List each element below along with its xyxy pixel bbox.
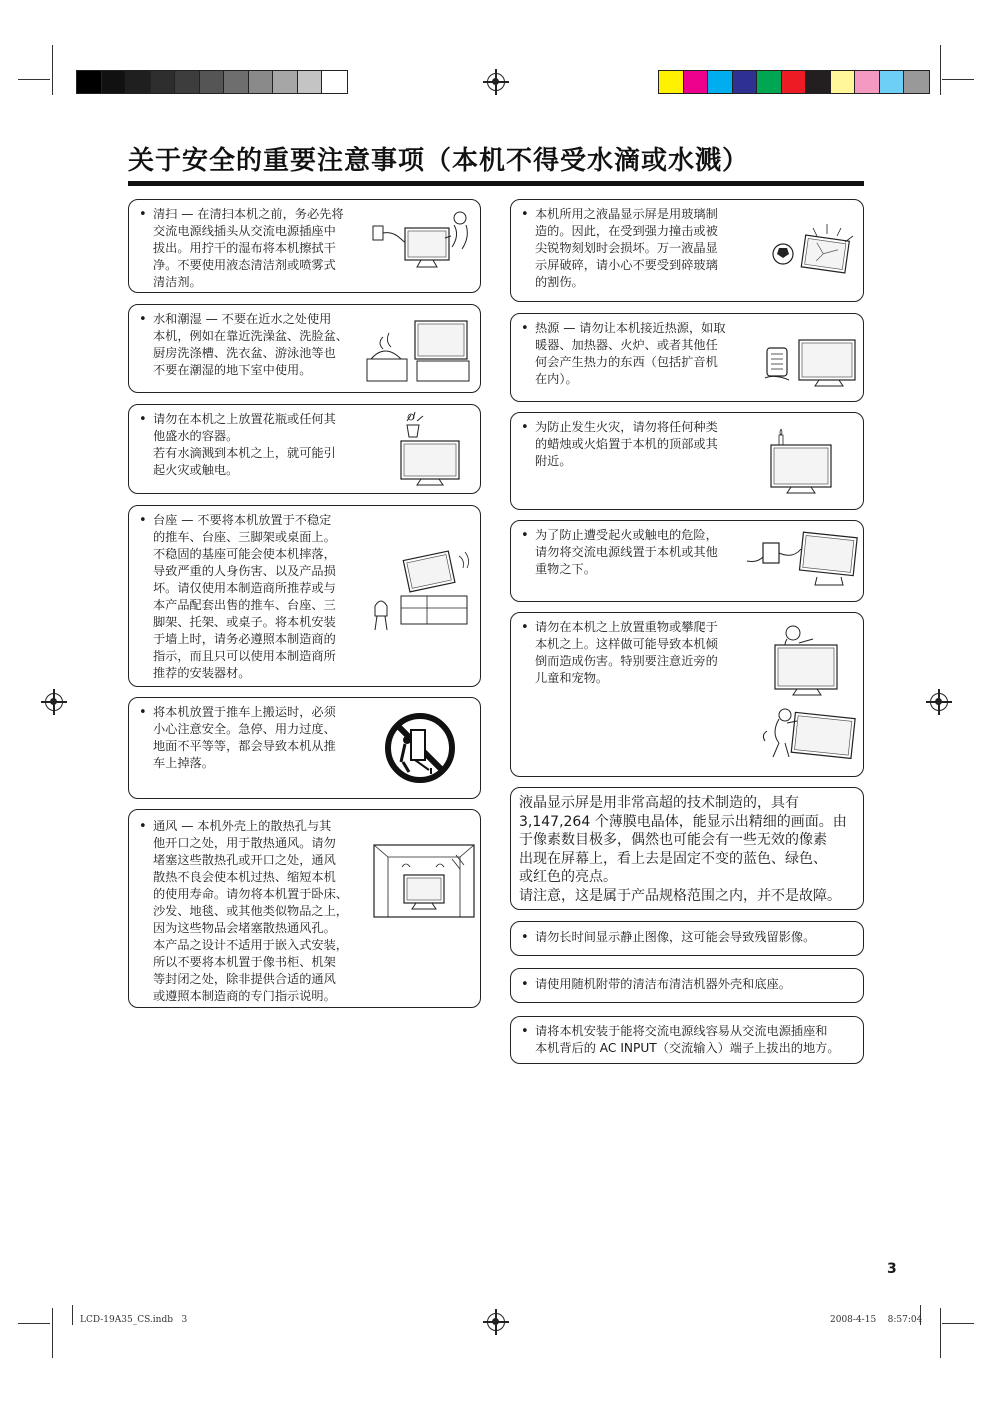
safety-box-climbing — [510, 612, 864, 777]
text-line: 液晶显示屏是用非常高超的技术制造的，具有 — [519, 795, 799, 811]
safety-text-ventilation — [137, 818, 369, 1005]
text-line: • 为了防止遭受起火或触电的危险， — [535, 528, 718, 542]
text-line: 他开口之处，用于散热通风。请勿 — [153, 836, 336, 850]
text-line: • 为防止发生火灾，请勿将任何种类 — [535, 420, 718, 434]
text-line: 请注意，这是属于产品规格范围之内，并不是故障。 — [519, 887, 841, 904]
safety-text-power-cord — [519, 527, 755, 578]
title-underline — [128, 181, 864, 186]
text-line: 重物之下。 — [535, 562, 596, 576]
page-title: 关于安全的重要注意事项（本机不得受水滴或水溅） — [128, 146, 750, 176]
text-line: • 请使用随机附带的清洁布清洁机器外壳和底座。 — [535, 977, 791, 991]
color-swatch — [298, 71, 323, 93]
text-line: 不要在潮湿的地下室中使用。 — [153, 363, 312, 377]
crop-mark — [940, 1308, 941, 1358]
safety-text-candle — [519, 419, 755, 470]
text-line: 3,147,264 个薄膜电晶体，能显示出精细的画面。由 — [519, 813, 847, 830]
color-swatch — [224, 71, 249, 93]
text-line: 的推车、台座、三脚架或桌面上。 — [153, 530, 336, 544]
lcd-pixel-note-text — [519, 794, 861, 906]
text-line: 若有水滴溅到本机之上，就可能引 — [153, 446, 336, 460]
color-swatch — [831, 71, 856, 93]
text-line: 所以不要将本机置于像书柜、机架 — [153, 955, 336, 969]
text-line: 于墙上时，请务必遵照本制造商的 — [153, 632, 336, 646]
text-line: 地面不平等等，都会导致本机从推 — [153, 739, 336, 753]
text-line: 车上掉落。 — [153, 756, 214, 770]
child-and-pet-climbing-tv-illustration — [759, 619, 859, 771]
color-swatch — [806, 71, 831, 93]
text-line: 导致严重的人身伤害、以及产品损 — [153, 564, 336, 578]
cart-warning-icon — [385, 710, 455, 786]
color-swatch — [659, 71, 684, 93]
safety-text-vase — [137, 411, 367, 479]
text-line: 脚架、托架、或桌子。将本机安装 — [153, 615, 336, 629]
safety-box-candle — [510, 412, 864, 510]
crop-mark — [72, 1305, 73, 1325]
text-line: 因为这些物品会堵塞散热通风孔。 — [153, 921, 336, 935]
safety-box-cart — [128, 697, 481, 799]
power-cord-under-tv-illustration — [743, 527, 861, 593]
color-swatch — [126, 71, 151, 93]
text-line: 沙发、地毯、或其他类似物品之上， — [153, 904, 348, 918]
lcd-pixel-note-box — [510, 787, 864, 910]
text-line: 本产品配套出售的推车、台座、三 — [153, 598, 336, 612]
crop-mark — [18, 79, 50, 80]
text-line: 尖锐物刻划时会损坏。万一液晶显 — [535, 241, 718, 255]
text-line: 出现在屏幕上，看上去是固定不变的蓝色、绿色、 — [519, 850, 827, 867]
text-line: 请勿将交流电源线置于本机或其他 — [535, 545, 718, 559]
tip-text-still-image — [519, 929, 857, 946]
text-line: 本机背后的 AC INPUT（交流输入）端子上拔出的地方。 — [535, 1041, 840, 1055]
text-line: 拔出。用拧干的湿布将本机擦拭干 — [153, 241, 336, 255]
text-line: • 请勿在本机之上放置花瓶或任何其 — [153, 412, 336, 426]
text-line: 在内）。 — [535, 372, 578, 386]
safety-text-cleaning — [137, 206, 365, 291]
crop-mark — [942, 79, 974, 80]
registration-mark-icon — [487, 73, 505, 91]
tip-text-ac-input — [519, 1023, 863, 1057]
safety-box-power-cord — [510, 520, 864, 602]
text-line: 本产品之设计不适用于嵌入式安装， — [153, 938, 348, 952]
color-swatch — [782, 71, 807, 93]
text-line: 净。不要使用液态清洁剂或喷雾式 — [153, 258, 336, 272]
candle-on-tv-illustration — [765, 425, 845, 501]
grayscale-color-bar — [76, 70, 348, 94]
safety-text-climbing — [519, 619, 755, 687]
color-swatch — [151, 71, 176, 93]
text-line: 本机之上。这样做可能导致本机倾 — [535, 637, 718, 651]
safety-box-cleaning — [128, 199, 481, 293]
process-color-bar — [658, 70, 930, 94]
text-line: • 通风 — 本机外壳上的散热孔与其 — [153, 819, 332, 833]
text-line: • 请将本机安装于能将交流电源线容易从交流电源插座和 — [535, 1024, 828, 1038]
safety-text-glass — [519, 206, 755, 291]
text-line: 他盛水的容器。 — [153, 429, 239, 443]
text-line: • 热源 — 请勿让本机接近热源，如取 — [535, 321, 726, 335]
text-line: • 将本机放置于推车上搬运时，必须 — [153, 705, 336, 719]
text-line: 散热不良会使本机过热、缩短本机 — [153, 870, 336, 884]
text-line: 附近。 — [535, 454, 572, 468]
crop-mark — [942, 1323, 974, 1324]
text-line: 造的。因此，在受到强力撞击或被 — [535, 224, 718, 238]
tv-falling-stand-illustration — [367, 546, 475, 636]
color-swatch — [708, 71, 733, 93]
text-line: 等封闭之处，除非提供合适的通风 — [153, 972, 336, 986]
text-line: • 台座 — 不要将本机放置于不稳定 — [153, 513, 332, 527]
crop-mark — [52, 1308, 53, 1358]
safety-box-heat — [510, 313, 864, 402]
tip-box-ac-input — [510, 1016, 864, 1064]
text-line: 不稳固的基座可能会使本机摔落， — [153, 547, 336, 561]
tip-text-cleaning-cloth — [519, 976, 857, 993]
tv-with-vase-illustration — [387, 411, 477, 491]
color-swatch — [102, 71, 127, 93]
footer-datetime: 2008-4-15 8:57:04 — [830, 1315, 923, 1325]
ball-hitting-tv-illustration — [765, 222, 859, 292]
text-line: 清洁剂。 — [153, 275, 202, 289]
tv-enclosed-cabinet-illustration — [372, 843, 476, 923]
text-line: 于像素数目极多，偶然也可能会有一些无效的像素 — [519, 832, 827, 849]
safety-text-heat — [519, 320, 755, 388]
color-swatch — [322, 71, 347, 93]
safety-box-stand — [128, 505, 481, 687]
text-line: 儿童和宠物。 — [535, 671, 609, 685]
color-swatch — [904, 71, 929, 93]
text-line: 小心注意安全。急停、用力过度、 — [153, 722, 336, 736]
tip-box-cleaning-cloth — [510, 968, 864, 1003]
safety-box-water — [128, 304, 481, 393]
text-line: • 请勿长时间显示静止图像，这可能会导致残留影像。 — [535, 930, 816, 944]
text-line: 何会产生热力的东西（包括扩音机 — [535, 355, 718, 369]
color-swatch — [175, 71, 200, 93]
color-swatch — [249, 71, 274, 93]
safety-box-ventilation — [128, 809, 481, 1008]
text-line: 坏。请仅使用本制造商所推荐或与 — [153, 581, 336, 595]
tv-near-heater-illustration — [761, 328, 861, 396]
footer-file-info: LCD-19A35_CS.indb 3 — [80, 1315, 188, 1325]
text-line: 起火灾或触电。 — [153, 463, 239, 477]
color-swatch — [684, 71, 709, 93]
safety-box-vase — [128, 404, 481, 494]
text-line: • 清扫 — 在清扫本机之前，务必先将 — [153, 207, 344, 221]
text-line: 或红色的亮点。 — [519, 869, 617, 886]
registration-mark-icon — [487, 1313, 505, 1331]
tv-cleaning-illustration — [365, 208, 475, 283]
text-line: 的割伤。 — [535, 275, 584, 289]
text-line: 的使用寿命。请勿将本机置于卧床、 — [153, 887, 348, 901]
text-line: • 本机所用之液晶显示屏是用玻璃制 — [535, 207, 718, 221]
text-line: 示屏破碎，请小心不要受到碎玻璃 — [535, 258, 718, 272]
text-line: • 水和潮湿 — 不要在近水之处使用 — [153, 312, 332, 326]
color-swatch — [200, 71, 225, 93]
safety-box-glass — [510, 199, 864, 302]
text-line: 暖器、加热器、火炉、或者其他任 — [535, 338, 718, 352]
crop-mark — [52, 45, 53, 95]
registration-mark-icon — [45, 693, 63, 711]
color-swatch — [757, 71, 782, 93]
page-number: 3 — [887, 1261, 897, 1277]
color-swatch — [273, 71, 298, 93]
color-swatch — [855, 71, 880, 93]
tip-box-still-image — [510, 921, 864, 956]
color-swatch — [880, 71, 905, 93]
text-line: 交流电源线插头从交流电源插座中 — [153, 224, 336, 238]
text-line: 堵塞这些散热孔或开口之处，通风 — [153, 853, 336, 867]
text-line: 倒而造成伤害。特别要注意近旁的 — [535, 654, 718, 668]
crop-mark — [18, 1323, 50, 1324]
registration-mark-icon — [930, 693, 948, 711]
text-line: 厨房洗涤槽、洗衣盆、游泳池等也 — [153, 346, 336, 360]
color-swatch — [733, 71, 758, 93]
text-line: 推荐的安装器材。 — [153, 666, 251, 680]
text-line: 本机，例如在靠近洗澡盆、洗脸盆、 — [153, 329, 348, 343]
color-swatch — [77, 71, 102, 93]
tv-near-water-illustration — [363, 315, 475, 385]
safety-text-stand — [137, 512, 369, 682]
safety-text-water — [137, 311, 367, 379]
text-line: 的蜡烛或火焰置于本机的顶部或其 — [535, 437, 718, 451]
safety-text-cart — [137, 704, 369, 772]
text-line: • 请勿在本机之上放置重物或攀爬于 — [535, 620, 718, 634]
text-line: 指示，而且只可以使用本制造商所 — [153, 649, 336, 663]
text-line: 或遵照本制造商的专门指示说明。 — [153, 989, 336, 1003]
crop-mark — [940, 45, 941, 95]
